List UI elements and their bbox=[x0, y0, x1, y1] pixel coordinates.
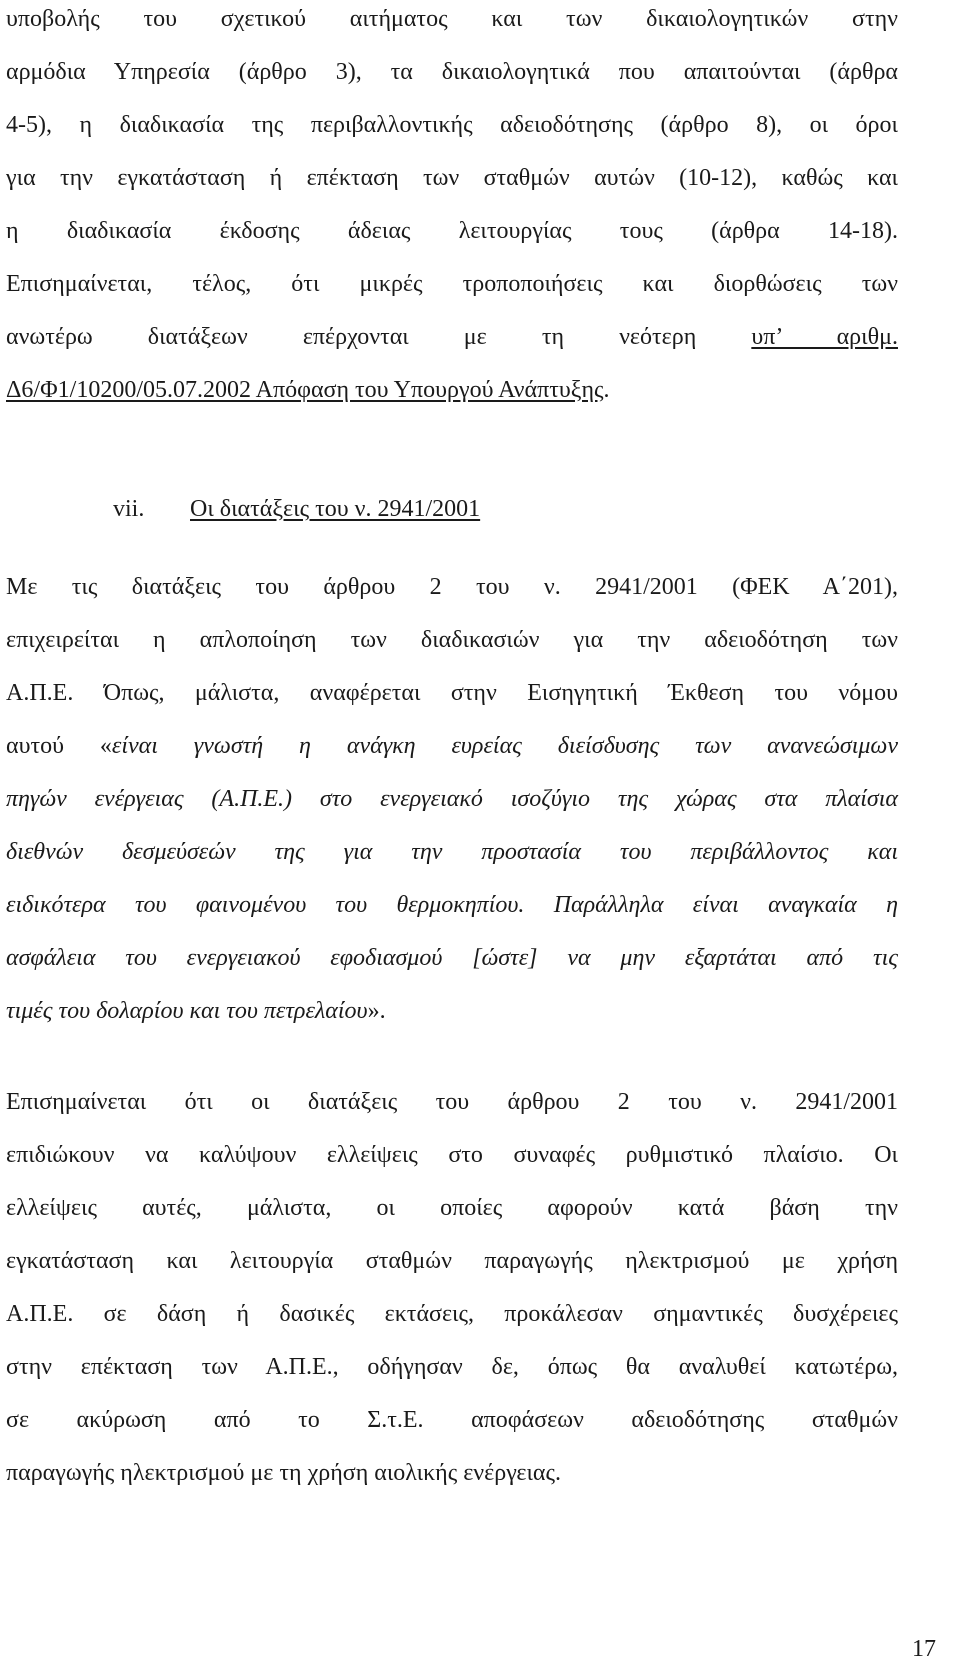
text-line: Με τις διατάξεις του άρθρου 2 του ν. 2941/2001 (ΦΕΚ Α΄201), bbox=[6, 574, 898, 600]
text-line bbox=[6, 727, 898, 780]
text-line bbox=[6, 371, 898, 424]
text-line bbox=[6, 318, 898, 371]
quote-line: διεθνών δεσμεύσεών της για την προστασία του περιβάλλοντος και bbox=[6, 839, 898, 865]
text-line: Επισημαίνεται, τέλος, ότι μικρές τροποποιήσεις και διορθώσεις των bbox=[6, 271, 898, 297]
analysis-paragraph bbox=[6, 1083, 898, 1507]
text-line: Επισημαίνεται ότι οι διατάξεις του άρθρου 2 του ν. 2941/2001 bbox=[6, 1089, 898, 1115]
text-line: επιδιώκουν να καλύψουν ελλείψεις στο συναφές ρυθμιστικό πλαίσιο. Οι bbox=[6, 1142, 898, 1168]
quote-text: τιμές του δολαρίου και του πετρελαίου bbox=[6, 998, 368, 1024]
text-line: υποβολής του σχετικού αιτήματος και των δικαιολογητικών στην bbox=[6, 6, 898, 32]
text-segment: . bbox=[603, 377, 610, 403]
text-line: παραγωγής ηλεκτρισμού με τη χρήση αιολικής ενέργειας. bbox=[6, 1460, 562, 1486]
text-line: Α.Π.Ε. Όπως, μάλιστα, αναφέρεται στην Εισηγητική Έκθεση του νόμου bbox=[6, 680, 898, 706]
text-segment: αυτού « bbox=[6, 733, 112, 759]
intro-paragraph bbox=[6, 0, 898, 424]
text-line: επιχειρείται η απλοποίηση των διαδικασιών για την αδειοδότηση των bbox=[6, 627, 898, 653]
law-paragraph bbox=[6, 568, 898, 1045]
text-segment: ». bbox=[367, 998, 386, 1024]
reference-underlined: υπ’ αριθμ. bbox=[751, 324, 898, 350]
quote-line: ειδικότερα του φαινομένου του θερμοκηπίου. Παράλληλα είναι αναγκαία η bbox=[6, 892, 898, 918]
section-number: vii. bbox=[113, 496, 145, 522]
text-line: ελλείψεις αυτές, μάλιστα, οι οποίες αφορούν κατά βάση την bbox=[6, 1195, 898, 1221]
text-line: 4-5), η διαδικασία της περιβαλλοντικής αδειοδότησης (άρθρο 8), οι όροι bbox=[6, 112, 898, 138]
section-title: Οι διατάξεις του ν. 2941/2001 bbox=[190, 496, 481, 522]
text-line: αρμόδια Υπηρεσία (άρθρο 3), τα δικαιολογητικά που απαιτούνται (άρθρα bbox=[6, 59, 898, 85]
quote-line: πηγών ενέργειας (Α.Π.Ε.) στο ενεργειακό ισοζύγιο της χώρας στα πλαίσια bbox=[6, 786, 898, 812]
text-line: για την εγκατάσταση ή επέκταση των σταθμών αυτών (10-12), καθώς και bbox=[6, 165, 898, 191]
quote-text: είναι γνωστή η ανάγκη ευρείας διείσδυσης των ανανεώσιμων bbox=[111, 733, 899, 759]
quote-line: ασφάλεια του ενεργειακού εφοδιασμού [ώστε] να μην εξαρτάται από τις bbox=[6, 945, 898, 971]
text-line: εγκατάσταση και λειτουργία σταθμών παραγωγής ηλεκτρισμού με χρήση bbox=[6, 1248, 898, 1274]
text-line: σε ακύρωση από το Σ.τ.Ε. αποφάσεων αδειοδότησης σταθμών bbox=[6, 1407, 898, 1433]
page-number: 17 bbox=[912, 1636, 936, 1662]
text-segment: ανωτέρω διατάξεων επέρχονται με τη νεότερη bbox=[6, 324, 752, 350]
text-line: Α.Π.Ε. σε δάση ή δασικές εκτάσεις, προκάλεσαν σημαντικές δυσχέρειες bbox=[6, 1301, 898, 1327]
text-line: η διαδικασία έκδοσης άδειας λειτουργίας τους (άρθρα 14-18). bbox=[6, 218, 898, 244]
text-line: στην επέκταση των Α.Π.Ε., οδήγησαν δε, όπως θα αναλυθεί κατωτέρω, bbox=[6, 1354, 898, 1380]
text-line bbox=[6, 992, 898, 1045]
reference-underlined: Δ6/Φ1/10200/05.07.2002 Απόφαση του Υπουργού Ανάπτυξης bbox=[6, 377, 604, 403]
